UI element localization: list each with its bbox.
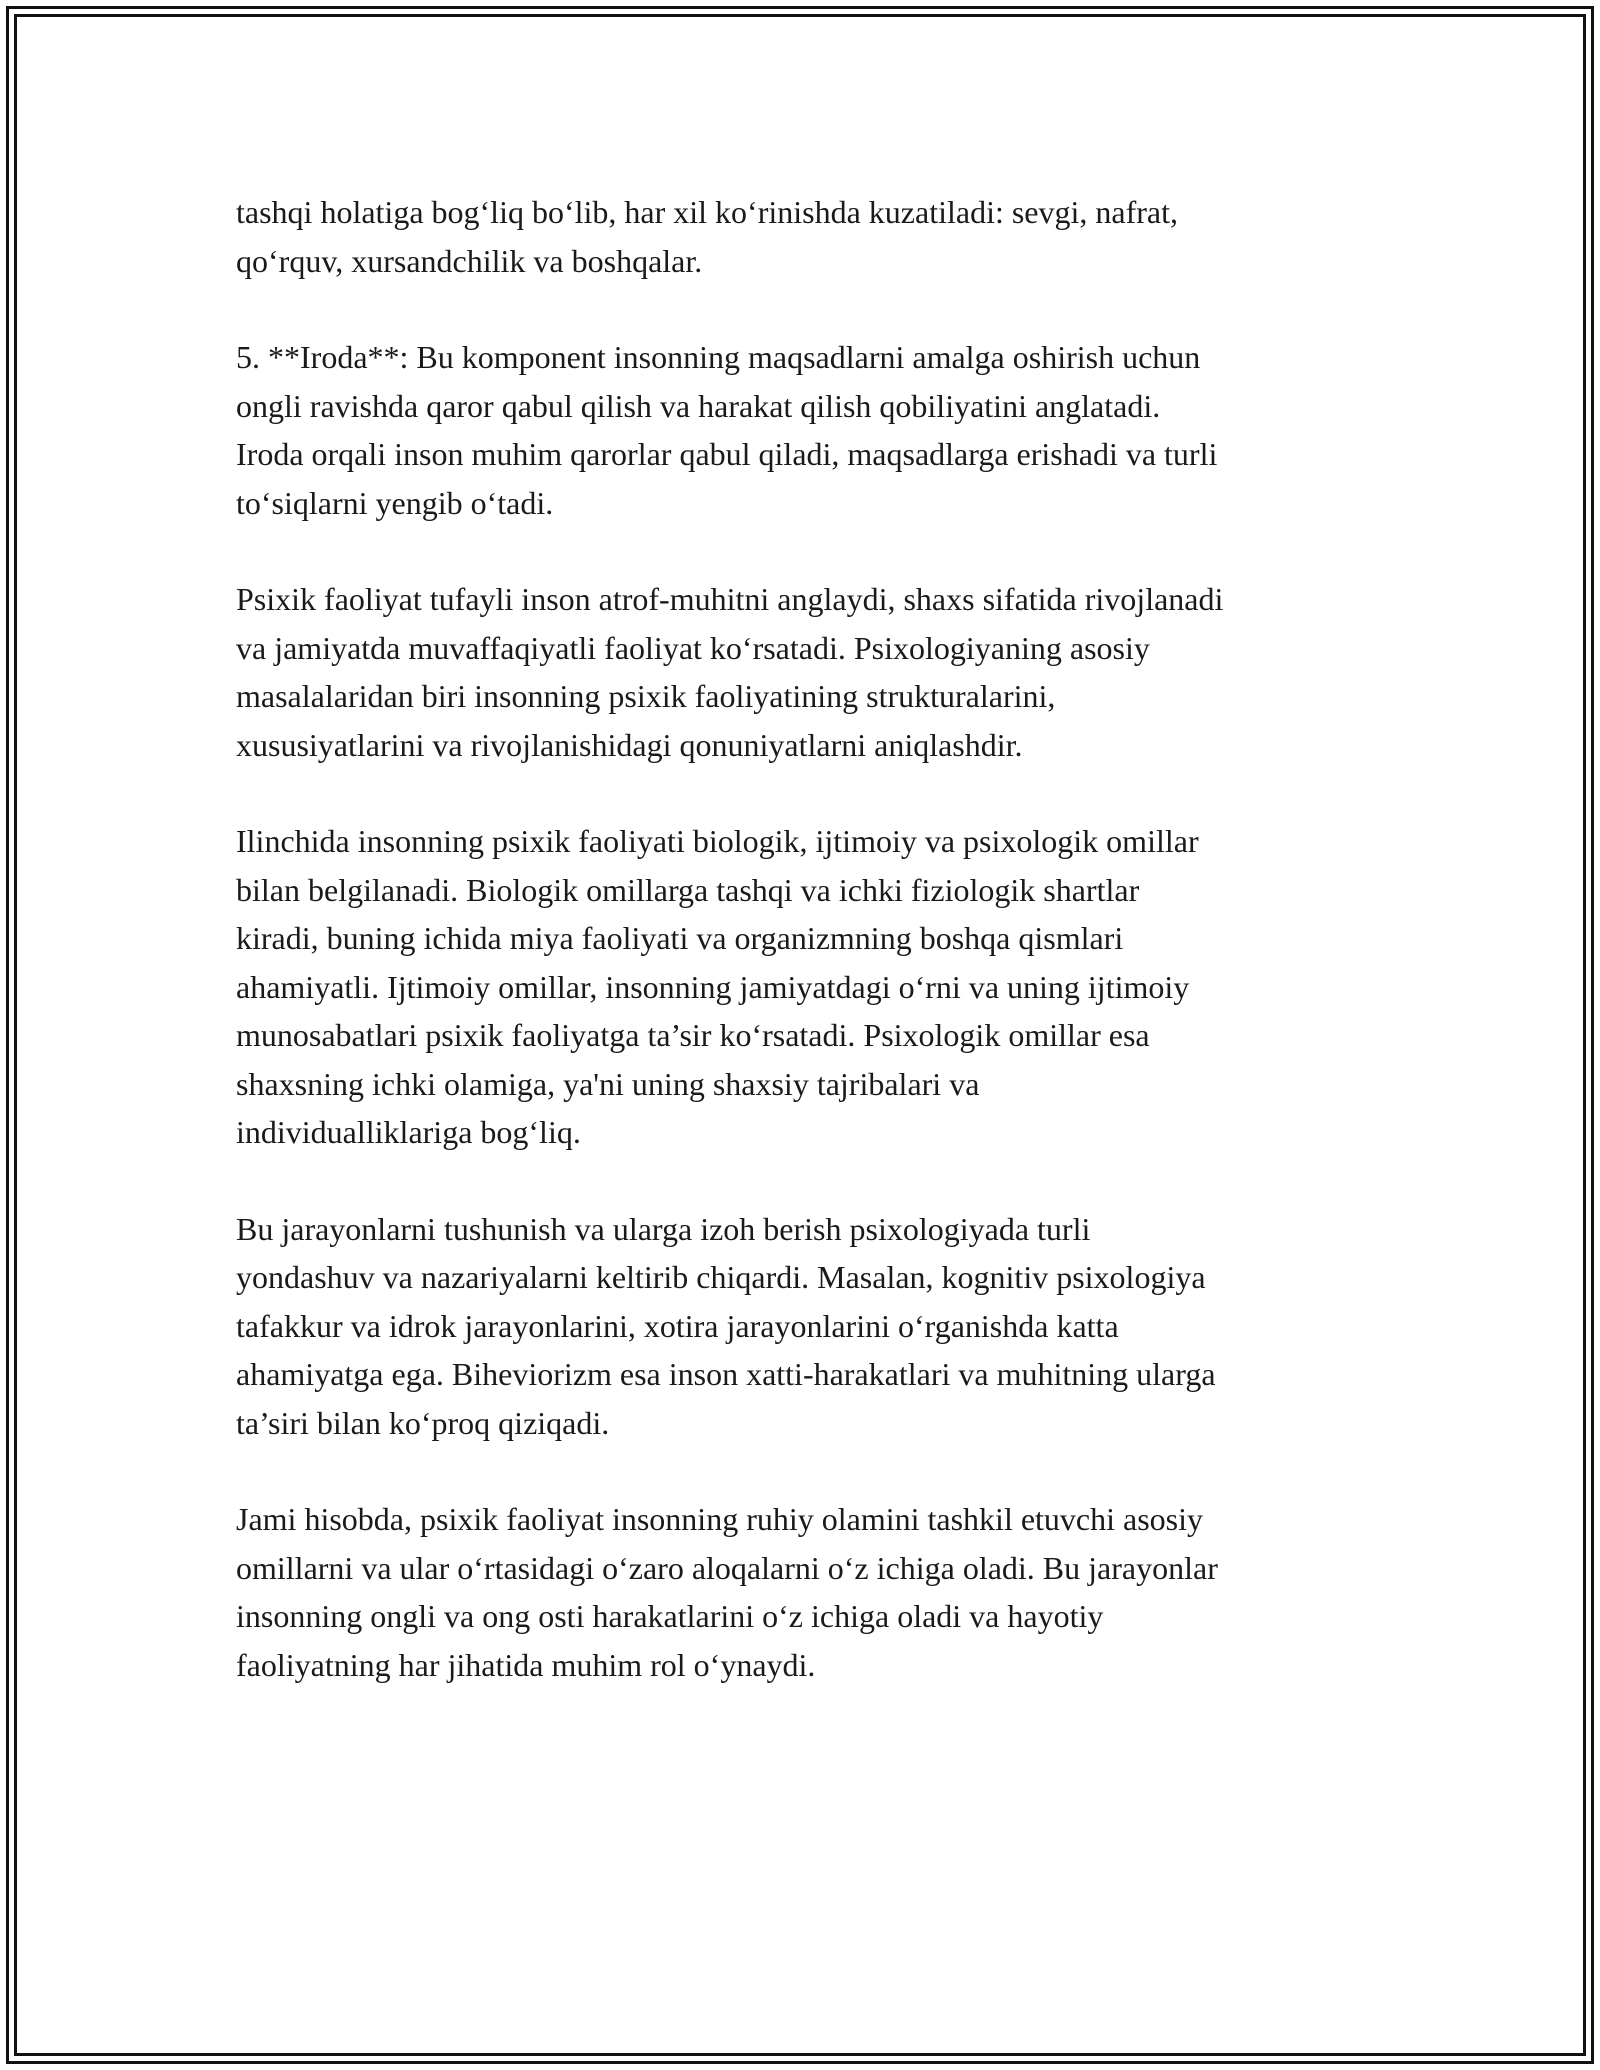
text-line: shaxsning ichki olamiga, ya'ni uning shaxsiy tajribalari va: [236, 1065, 980, 1102]
text-line: ongli ravishda qaror qabul qilish va harakat qilish qobiliyatini anglatadi.: [236, 387, 1161, 424]
text-line: ta’siri bilan ko‘proq qiziqadi.: [236, 1404, 610, 1441]
text-line: omillarni va ular o‘rtasidagi o‘zaro aloqalarni o‘z ichiga oladi. Bu jarayonlar: [236, 1549, 1218, 1586]
text-line: Iroda orqali inson muhim qarorlar qabul qiladi, maqsadlarga erishadi va turli: [236, 436, 1218, 472]
document-body: [236, 188, 1376, 1737]
text-line: bilan belgilanadi. Biologik omillarga tashqi va ichki fiziologik shartlar: [236, 871, 1140, 908]
text-line: ahamiyatga ega. Biheviorizm esa inson xatti-harakatlari va muhitning ularga: [236, 1356, 1216, 1392]
paragraph-nazariyalar: [236, 1205, 1376, 1448]
text-line: yondashuv va nazariyalarni keltirib chiqardi. Masalan, kognitiv psixologiya: [236, 1259, 1206, 1295]
paragraph-emotion-continuation: [236, 188, 1376, 285]
text-line: to‘siqlarni yengib o‘tadi.: [236, 484, 554, 521]
text-line: Bu jarayonlarni tushunish va ularga izoh berish psixologiyada turli: [236, 1210, 1091, 1247]
text-line: 5. **Iroda**: Bu komponent insonning maqsadlarni amalga oshirish uchun: [236, 339, 1201, 375]
text-line: ahamiyatli. Ijtimoiy omillar, insonning jamiyatdagi o‘rni va uning ijtimoiy: [236, 968, 1190, 1005]
text-line: Ilinchida insonning psixik faoliyati biologik, ijtimoiy va psixologik omillar: [236, 823, 1199, 859]
text-line: Jami hisobda, psixik faoliyat insonning ruhiy olamini tashkil etuvchi asosiy: [236, 1501, 1204, 1537]
text-line: munosabatlari psixik faoliyatga ta’sir ko‘rsatadi. Psixologik omillar esa: [236, 1017, 1150, 1053]
text-line: qo‘rquv, xursandchilik va boshqalar.: [236, 242, 703, 279]
text-line: tashqi holatiga bog‘liq bo‘lib, har xil ko‘rinishda kuzatiladi: sevgi, nafrat,: [236, 194, 1178, 230]
text-line: Psixik faoliyat tufayli inson atrof-muhitni anglaydi, shaxs sifatida rivojlanadi: [236, 581, 1224, 617]
paragraph-jami-hisobda: [236, 1495, 1376, 1689]
text-line: xususiyatlarini va rivojlanishidagi qonuniyatlarni aniqlashdir.: [236, 726, 1023, 763]
text-line: kiradi, buning ichida miya faoliyati va organizmning boshqa qismlari: [236, 920, 1124, 956]
text-line: va jamiyatda muvaffaqiyatli faoliyat ko‘rsatadi. Psixologiyaning asosiy: [236, 629, 1150, 666]
text-line: tafakkur va idrok jarayonlarini, xotira jarayonlarini o‘rganishda katta: [236, 1307, 1119, 1344]
text-line: masalalaridan biri insonning psixik faoliyatining strukturalarini,: [236, 678, 1056, 714]
text-line: individualliklariga bog‘liq.: [236, 1114, 581, 1150]
paragraph-iroda: [236, 333, 1376, 527]
text-line: faoliyatning har jihatida muhim rol o‘ynaydi.: [236, 1646, 816, 1683]
text-line: insonning ongli va ong osti harakatlarini o‘z ichiga oladi va hayotiy: [236, 1598, 1104, 1634]
paragraph-psixik-faoliyat: [236, 575, 1376, 769]
paragraph-omillar: [236, 817, 1376, 1157]
